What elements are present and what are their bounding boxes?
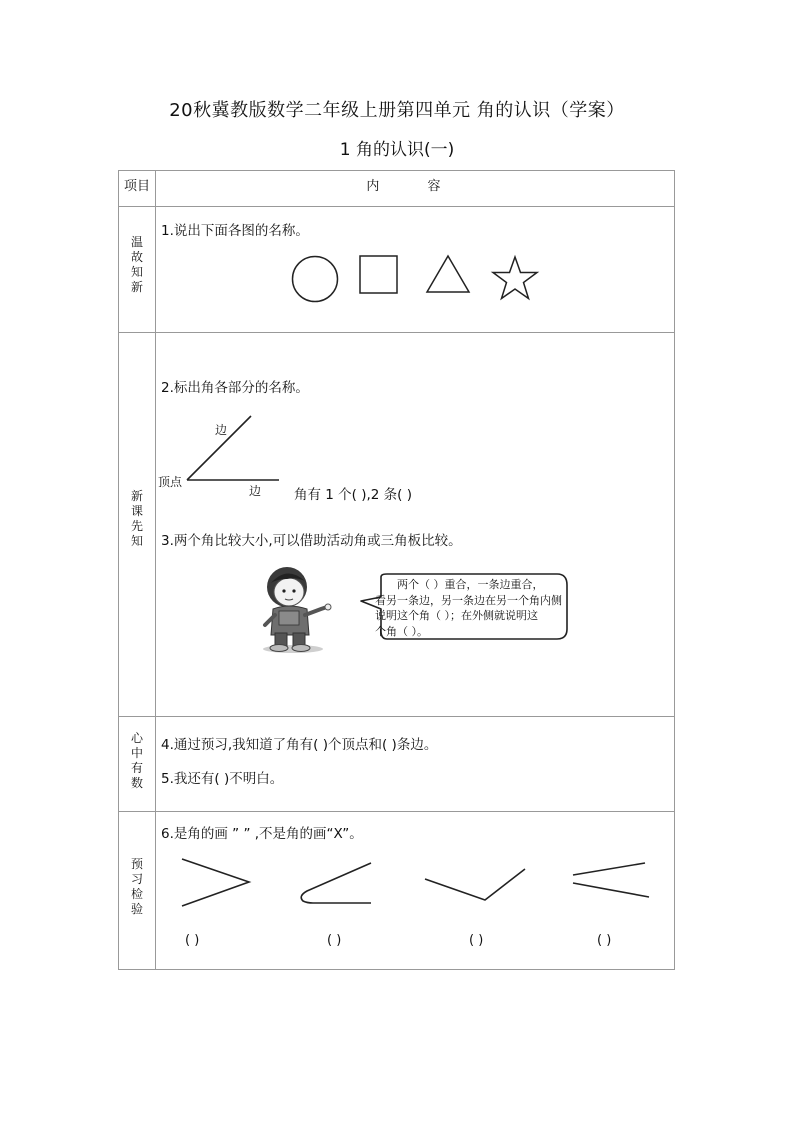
- row-divider: [119, 811, 674, 812]
- row-divider: [119, 716, 674, 717]
- label-edge-bottom: 边: [249, 484, 262, 498]
- question-3: 3.两个角比较大小,可以借助活动角或三角板比较。: [161, 533, 462, 549]
- answer-blank-1[interactable]: ( ): [185, 933, 200, 948]
- figure-two-lines: [571, 861, 651, 901]
- document-title: 20秋冀教版数学二年级上册第四单元 角的认识（学案）: [169, 100, 625, 121]
- question-1: 1.说出下面各图的名称。: [161, 223, 309, 239]
- figure-v-angle: [423, 867, 527, 903]
- question-4: 4.通过预习,我知道了角有( )个顶点和( )条边。: [161, 737, 438, 753]
- row-label-preview: 新 课 先 知: [130, 489, 143, 548]
- boy-illustration-icon: [257, 565, 333, 655]
- angle-parts-fill-in: 角有 1 个( ),2 条( ): [294, 487, 412, 503]
- triangle-icon: [425, 253, 471, 295]
- angle-diagram: [185, 414, 285, 484]
- label-edge-top: 边: [215, 423, 228, 437]
- question-2: 2.标出角各部分的名称。: [161, 380, 309, 396]
- row-label-review: 温 故 知 新: [130, 235, 143, 294]
- worksheet-table: [118, 170, 675, 970]
- column-divider: [155, 171, 156, 969]
- header-item: 项目: [123, 179, 150, 194]
- row-divider: [119, 206, 674, 207]
- answer-blank-2[interactable]: ( ): [327, 933, 342, 948]
- star-icon: [491, 255, 539, 301]
- row-label-check: 预 习 检 验: [130, 857, 143, 916]
- question-6: 6.是角的画 ” ” ,不是角的画“X”。: [161, 826, 363, 842]
- circle-icon: [291, 255, 339, 303]
- row-divider: [119, 332, 674, 333]
- lesson-subtitle: 1 角的认识(一): [339, 140, 455, 160]
- square-icon: [359, 255, 399, 295]
- figure-rounded-angle: [297, 861, 373, 905]
- question-5: 5.我还有( )不明白。: [161, 771, 284, 787]
- label-vertex: 顶点: [158, 475, 183, 489]
- answer-blank-3[interactable]: ( ): [469, 933, 484, 948]
- figure-open-angle-right: [179, 857, 251, 909]
- answer-blank-4[interactable]: ( ): [597, 933, 612, 948]
- speech-bubble-text: 两个（ ）重合，一条边重合， 看另一条边，另一条边在另一个角内侧 说明这个角（ ）；在外侧就说明这 个角（ ）。: [375, 578, 562, 638]
- header-content: 内 容: [366, 179, 463, 194]
- row-label-summary: 心 中 有 数: [130, 731, 143, 790]
